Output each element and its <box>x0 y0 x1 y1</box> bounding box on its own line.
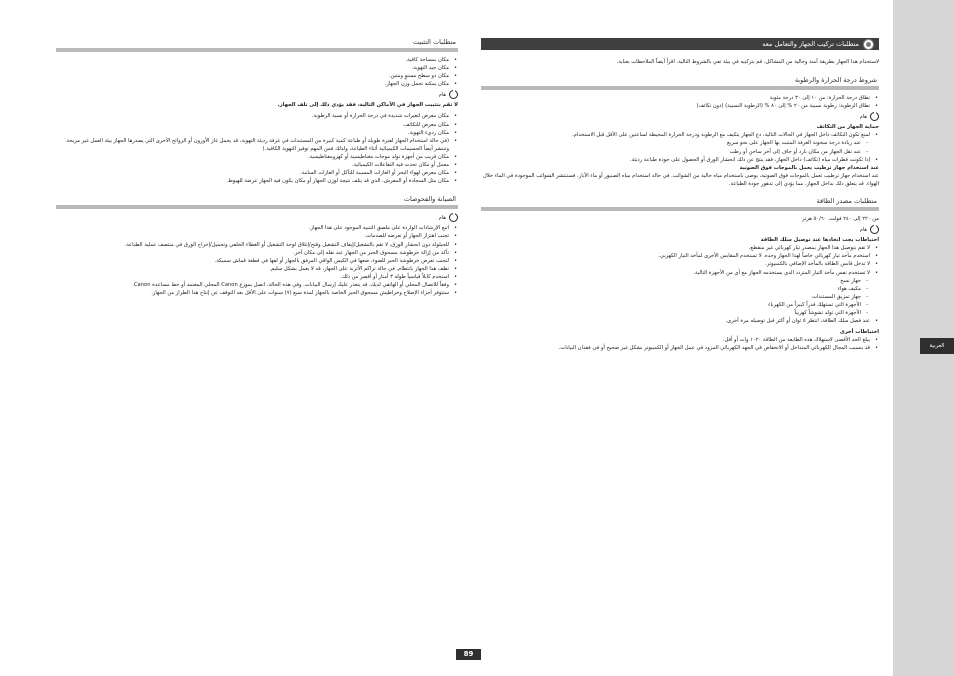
list-item: • قد يتسبب المجال الكهربائي المتداخل أو الانخفاض في الجهد الكهربائي المزود في عمل الجهاز أو الكمبيوتر بشكل غير صحيح أو في فقدان البيانات. <box>481 344 879 352</box>
list-subitem: - جهاز تمزيق المستندات <box>481 293 879 301</box>
power-cord-title: احتياطات يجب اتخاذها عند توصيل سلك الطاقة <box>760 237 879 244</box>
list-subitem: - جهاز نسخ <box>481 277 879 285</box>
language-tab[interactable]: العربية <box>920 338 954 354</box>
condensation-list <box>481 131 879 163</box>
list-item: • تجنب اهتزاز الجهاز أو تعرضه للصدمات. <box>56 232 458 240</box>
important-note <box>481 112 879 121</box>
settings-icon <box>863 39 874 50</box>
condensation-title: حماية الجهاز من التكاثف <box>816 124 879 131</box>
note-label: هام <box>859 113 867 120</box>
install-warning: لا تقم بتثبيت الجهاز في الأماكن التالية، فقد يؤدي ذلك إلى تلف الجهاز. <box>277 102 458 109</box>
power-list <box>481 244 879 325</box>
list-subitem: - عند نقل الجهاز من مكان بارد أو جاف إلى آخر ساخن أو رطب <box>481 148 879 156</box>
list-item: • ستتوفر أجزاء الإصلاح وخراطيش مسحوق الحبر الخاصة بالجهاز لمدة سبع (۷) سنوات على الأقل بعد التوقف عن إنتاج هذا الطراز من الجهاز. <box>56 289 458 297</box>
list-item: • لمنع تكون التكاثف داخل الجهاز في الحالات التالية، دع الجهاز يتكيف مع الرطوبة ودرجة الحرارة المحيطة لساعتين على الأقل قبل الاستخدام. <box>481 131 879 139</box>
power-section-title: متطلبات مصدر الطاقة <box>481 197 879 211</box>
list-item: • استخدم مأخذ تيار كهربائي خاصاً لهذا الجهاز وحده. لا تستخدم المقابس الأخرى لمأخذ التيار الكهربي. <box>481 252 879 260</box>
list-item: • مكان معرض للتكاثف. <box>56 121 458 129</box>
list-item: • إذا تكونت قطرات مياه (تكاثف) داخل الجهاز، فقد ينتج عن ذلك انحشار الورق أو الحصول على جودة طباعة رديئة. <box>481 156 879 164</box>
install-section-title: متطلبات التثبيت <box>56 38 458 52</box>
list-item: • استخدم كابلاً قياسياً طوله ۳ أمتار أو أقصر من ذلك. <box>56 273 458 281</box>
list-item: • لا تستخدم نفس مأخذ التيار المتردد الذي يستخدمه الجهاز مع أي من الأجهزة التالية. <box>481 269 879 277</box>
right-column <box>481 38 879 352</box>
important-note <box>56 213 458 222</box>
other-precautions-title: احتياطات أخرى <box>839 329 879 336</box>
list-item: • لتجنب تعرض خرطوشة الحبر للضوء، ضعها في الكيس الواقي المرفق بالجهاز أو لفها في قطعة قماش سميكة. <box>56 257 458 265</box>
list-item: • مكان جيد التهوية. <box>56 64 458 72</box>
list-item: • معمل أو مكان تحدث فيه التفاعلات الكيميائية. <box>56 161 458 169</box>
list-item: • تأكد من إزالة خرطوشة مسحوق الحبر من الجهاز عند نقله إلى مكان آخر. <box>56 249 458 257</box>
list-item: • لا تدخل قابس الطاقة بالمأخذ الإضافي بالكمبيوتر. <box>481 260 879 268</box>
list-item: • مكان ذو سطح مستوٍ ومتين. <box>56 72 458 80</box>
list-item: • للحيلولة دون انحشار الورق، لا تقم بالتشغيل/إيقاف التشغيل وفتح/إغلاق لوحة التشغيل أو الغطاء الخلفي وتحميل/إخراج الورق في منتصف عملية الطباعة. <box>56 241 458 249</box>
important-icon <box>870 112 879 121</box>
list-item: • لا تقم بتوصيل هذا الجهاز بمصدر تيار كهربائي غير منقطع. <box>481 244 879 252</box>
note-label: هام <box>859 226 867 233</box>
section-header-title: متطلبات تركيب الجهاز والتعامل معه <box>762 40 859 48</box>
list-item: • مكان رديء التهوية. <box>56 129 458 137</box>
important-note <box>481 225 879 234</box>
list-item: • نظف هذا الجهاز بانتظام. في حالة تراكم الأتربة على الجهاز، قد لا يعمل بشكل سليم. <box>56 265 458 273</box>
important-icon <box>449 213 458 222</box>
humidifier-title: عند استخدام جهاز ترطيب يعمل بالموجات فوق الصوتية <box>739 164 879 171</box>
list-item: • يبلغ الحد الأقصى لاستهلاك هذه الطابعة من الطاقة ۱۰۲۰ وات أو أقل. <box>481 336 879 344</box>
install-avoid-list <box>56 112 458 185</box>
list-item: • نطاق درجة الحرارة: من ۱۰ إلى ۳۰ درجة مئوية <box>481 94 879 102</box>
list-item: • مكان قريب من أجهزة تولد موجات مغناطيسية أو كهرومغناطيسية. <box>56 153 458 161</box>
list-item: • مكان بمساحة كافية. <box>56 56 458 64</box>
list-item: • عند فصل سلك الطاقة، انتظر ٥ ثوان أو أكثر قبل توصيله مرة أخرى. <box>481 317 879 325</box>
list-item: • اتبع الإرشادات الواردة على ملصق التنبيه الموجود على هذا الجهاز. <box>56 224 458 232</box>
list-item: • مكان يمكنه تحمل وزن الجهاز. <box>56 80 458 88</box>
section-header-bar <box>481 38 879 50</box>
install-list <box>56 56 458 88</box>
list-subitem: - الأجهزة التي تستهلك قدراً كبيراً من الكهرباء <box>481 301 879 309</box>
left-column <box>56 38 458 297</box>
note-label: هام <box>438 214 446 221</box>
list-item: • (في حالة استخدام الجهاز لفترة طويلة أو طباعة كمية كبيرة من المستندات في غرفة رديئة التهوية، قد يحمل غاز الأوزون أو الروائح الأخرى التي يصدرها الجهاز بيئة العمل غير مريحة. وتنتشر أيضاً الجسيمات الكيميائية أثناء الطباعة، ولذلك فمن المهم توفير التهوية الكافية.) <box>56 137 458 153</box>
list-subitem: - عند زيادة درجة سخونة الغرفة المثبت بها الجهاز على نحو سريع <box>481 139 879 147</box>
list-subitem: - مكيف هواء <box>481 285 879 293</box>
list-item: • وفقاً للاتصال المحلي أو الهاتفي لديك، قد يتعذر عليك إرسال البيانات. وفي هذه الحالة، اتصل بموزع Canon المحلي المعتمد أو خط مساعدة Canon. <box>56 281 458 289</box>
list-item: • مكان مثل السجادة أو المفرش، الذي قد يتلف نتيجة لوزن الجهاز أو مكان يكون فيه الجهاز عرضة للهبوط. <box>56 177 458 185</box>
other-precautions-list <box>481 336 879 352</box>
important-icon <box>449 90 458 99</box>
intro-text: لاستخدام هذا الجهاز بطريقة آمنة وخالية من المشاكل، قم بتركيبه في بيئة تفي بالشروط التالية. اقرأ أيضاً الملاحظات بعناية. <box>616 59 879 65</box>
list-item: • مكان معرض لتغيرات شديدة في درجة الحرارة أو نسبة الرطوبة. <box>56 112 458 120</box>
list-item: • مكان معرض لهواء البحر أو الغازات المسببة للتآكل أو الغازات السامة. <box>56 169 458 177</box>
important-note <box>56 90 458 99</box>
page-number: 89 <box>456 649 481 660</box>
list-item: • نطاق الرطوبة: رطوبة نسبية من ۲۰ % إلى ۸۰ % (الرطوبة النسبية) (دون تكاثف) <box>481 102 879 110</box>
humidifier-text: عند استخدام جهاز ترطيب تعمل بالموجات فوق الصوتية، يوصى باستخدام مياه خالية من الشوائب. في حالة استخدام مياه الصنبور أو ماء الآبار، فستنتشر الشوائب الموجودة في الماء خلال الهواء. قد يتعلق ذلك بداخل الجهاز، مما يؤدي إلى تدهور جودة الطباعة. <box>483 172 879 187</box>
temperature-list <box>481 94 879 110</box>
note-label: هام <box>438 91 446 98</box>
maintenance-list <box>56 224 458 297</box>
temperature-section-title: شروط درجة الحرارة والرطوبة <box>481 76 879 90</box>
power-frequency: من ۲۲۰ إلى ۲٤۰ فولت، ٥۰/٦۰ هرتز <box>801 216 879 223</box>
list-subitem: - الأجهزة التي تولد تشوشاً كهربياً <box>481 309 879 317</box>
important-icon <box>870 225 879 234</box>
maintenance-section-title: الصيانة والفحوصات <box>56 195 458 209</box>
